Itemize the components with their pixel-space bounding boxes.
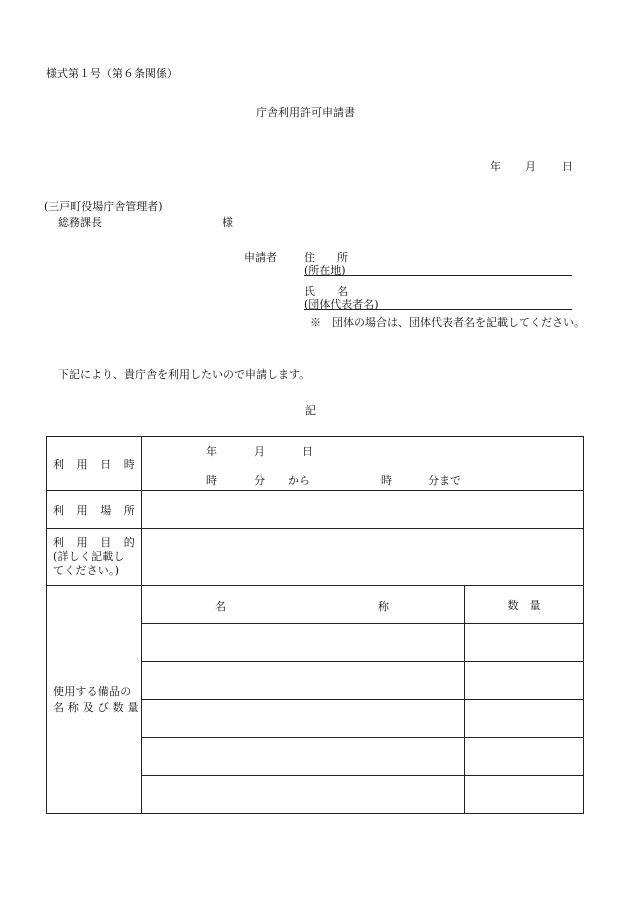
addressee-line1: (三戸町役場庁舎管理者) bbox=[44, 200, 163, 213]
address-underline bbox=[304, 275, 572, 276]
equipment-name-row[interactable] bbox=[142, 700, 465, 738]
equipment-qty-row[interactable] bbox=[465, 776, 584, 814]
label-equipment: 使用する備品の 名 称 及 び 数 量 bbox=[47, 586, 142, 814]
equipment-name-row[interactable] bbox=[142, 624, 465, 662]
equipment-name-row[interactable] bbox=[142, 776, 465, 814]
ki-heading: 記 bbox=[305, 404, 316, 417]
name-underline bbox=[304, 309, 572, 310]
usage-datetime-field[interactable]: 年 月 日 時 分 から 時 分まで bbox=[142, 437, 584, 491]
name-sub: (団体代表者名) bbox=[304, 298, 379, 311]
equipment-qty-row[interactable] bbox=[465, 624, 584, 662]
equipment-qty-header: 数 量 bbox=[465, 586, 584, 624]
form-title: 庁舎利用許可申請書 bbox=[256, 106, 355, 119]
equipment-qty-row[interactable] bbox=[465, 662, 584, 700]
equipment-name-row[interactable] bbox=[142, 662, 465, 700]
form-number: 様式第１号（第６条関係） bbox=[46, 67, 178, 80]
equipment-name-header: 名 称 bbox=[142, 586, 465, 624]
equipment-name-row[interactable] bbox=[142, 738, 465, 776]
name-label: 氏 名 bbox=[304, 285, 348, 298]
application-table bbox=[46, 436, 584, 814]
addressee-line2: 総務課長 bbox=[58, 216, 102, 229]
usage-place-field[interactable] bbox=[142, 491, 584, 529]
address-label: 住 所 bbox=[304, 251, 348, 264]
label-usage-datetime: 利 用 日 時 bbox=[47, 437, 142, 491]
address-sub: (所在地) bbox=[304, 264, 346, 277]
equipment-qty-row[interactable] bbox=[465, 700, 584, 738]
date-month: 月 bbox=[525, 160, 536, 173]
date-year: 年 bbox=[490, 160, 501, 173]
applicant-note: ※ 団体の場合は、団体代表者名を記載してください。 bbox=[310, 316, 585, 329]
label-usage-purpose: 利 用 目 的 (詳しく記載し てください。) bbox=[47, 529, 142, 586]
date-day: 日 bbox=[562, 160, 573, 173]
usage-purpose-field[interactable] bbox=[142, 529, 584, 586]
equipment-qty-row[interactable] bbox=[465, 738, 584, 776]
applicant-label: 申請者 bbox=[244, 251, 277, 264]
intro-text: 下記により、貴庁舎を利用したいので申請します。 bbox=[58, 368, 311, 381]
addressee-honorific: 様 bbox=[222, 216, 233, 229]
label-usage-place: 利 用 場 所 bbox=[47, 491, 142, 529]
